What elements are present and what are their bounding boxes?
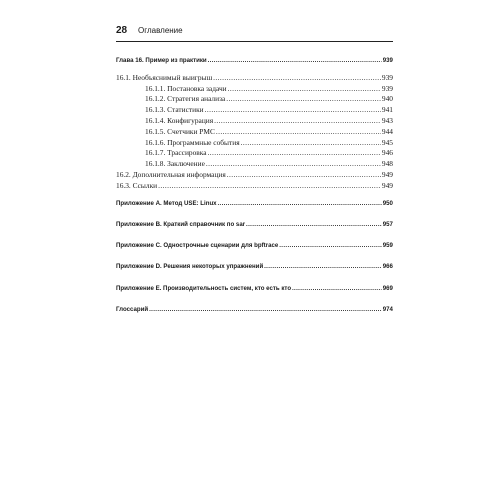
toc-appendix-entry[interactable]	[116, 199, 393, 210]
toc-leader-dots	[205, 105, 381, 116]
toc-entry-title: 16.1.3. Статистики	[145, 105, 204, 115]
toc-section-entry[interactable]	[116, 73, 393, 84]
toc-leader-dots	[208, 56, 382, 67]
toc-entry-page: 966	[382, 263, 393, 271]
toc-subsection-entry[interactable]	[116, 105, 393, 116]
toc-entry-page: 939	[381, 83, 393, 93]
toc-entry-page: 949	[381, 169, 393, 179]
toc-chapter-entry[interactable]	[116, 56, 393, 67]
toc-entry-title: Приложение A. Метод USE: Linux	[116, 199, 217, 207]
toc-entry-title: 16.3. Ссылки	[116, 180, 158, 190]
toc-leader-dots	[292, 284, 382, 295]
toc-entry-title: 16.1.4. Конфигурация	[145, 115, 214, 125]
toc-leader-dots	[264, 262, 382, 273]
toc-leader-dots	[216, 127, 381, 138]
toc-entry-page: 959	[382, 242, 393, 250]
toc-leader-dots	[227, 170, 381, 181]
toc-subsection-entry[interactable]	[116, 116, 393, 127]
toc-entry-page: 948	[381, 159, 393, 169]
toc-leader-dots	[226, 94, 381, 105]
toc-entry-title: Приложение B. Краткий справочник по sar	[116, 220, 246, 228]
table-of-contents	[116, 56, 393, 316]
toc-leader-dots	[208, 148, 381, 159]
toc-entry-page: 946	[381, 148, 393, 158]
toc-entry-page: 939	[382, 57, 393, 64]
toc-entry-title: 16.1.7. Трассировка	[145, 148, 207, 158]
toc-entry-page: 950	[382, 199, 393, 207]
toc-entry-title: Приложение C. Однострочные сценарии для bpftrace	[116, 242, 279, 250]
toc-subsection-entry[interactable]	[116, 148, 393, 159]
toc-leader-dots	[158, 181, 381, 192]
toc-entry-page: 943	[381, 115, 393, 125]
toc-entry-page: 945	[381, 137, 393, 147]
toc-leader-dots	[246, 220, 382, 231]
toc-entry-title: Глава 16. Пример из практики	[116, 57, 207, 64]
toc-entry-page: 941	[381, 105, 393, 115]
toc-entry-title: Глоссарий	[116, 306, 149, 314]
toc-appendix-entry[interactable]	[116, 262, 393, 273]
toc-appendix-entry[interactable]	[116, 284, 393, 295]
toc-entry-page: 944	[381, 126, 393, 136]
toc-section-entry[interactable]	[116, 170, 393, 181]
toc-entry-title: 16.1.1. Постановка задачи	[145, 83, 227, 93]
toc-leader-dots	[217, 199, 381, 210]
toc-leader-dots	[149, 305, 382, 316]
toc-entry-page: 940	[381, 94, 393, 104]
toc-subsection-entry[interactable]	[116, 94, 393, 105]
toc-subsection-entry[interactable]	[116, 159, 393, 170]
toc-leader-dots	[206, 159, 381, 170]
toc-glossary-entry[interactable]	[116, 305, 393, 316]
toc-entry-page: 957	[382, 220, 393, 228]
toc-entry-page: 939	[381, 72, 393, 82]
toc-entry-title: 16.2. Дополнительная информация	[116, 169, 226, 179]
toc-entry-title: 16.1.8. Заключение	[145, 159, 205, 169]
toc-leader-dots	[241, 138, 381, 149]
toc-entry-title: Приложение D. Решения некоторых упражнений	[116, 263, 264, 271]
toc-leader-dots	[214, 116, 381, 127]
toc-subsection-entry[interactable]	[116, 84, 393, 95]
toc-entry-title: 16.1.6. Программные события	[145, 137, 240, 147]
toc-subsection-entry[interactable]	[116, 138, 393, 149]
toc-entry-title: 16.1.5. Счетчики PMC	[145, 126, 215, 136]
toc-entry-title: 16.1.2. Стратегия анализа	[145, 94, 226, 104]
toc-entry-title: Приложение E. Производительность систем, кто есть кто	[116, 284, 292, 292]
toc-leader-dots	[279, 241, 382, 252]
header-title: Оглавление	[138, 26, 183, 35]
page-number: 28	[116, 25, 128, 36]
toc-appendix-entry[interactable]	[116, 220, 393, 231]
toc-leader-dots	[228, 84, 381, 95]
toc-entry-page: 969	[382, 284, 393, 292]
toc-section-entry[interactable]	[116, 181, 393, 192]
toc-leader-dots	[213, 73, 381, 84]
toc-appendix-entry[interactable]	[116, 241, 393, 252]
toc-entry-title: 16.1. Необъяснимый выигрыш	[116, 72, 213, 82]
running-header	[116, 25, 393, 42]
toc-subsection-entry[interactable]	[116, 127, 393, 138]
toc-entry-page: 974	[382, 306, 393, 314]
toc-entry-page: 949	[381, 180, 393, 190]
